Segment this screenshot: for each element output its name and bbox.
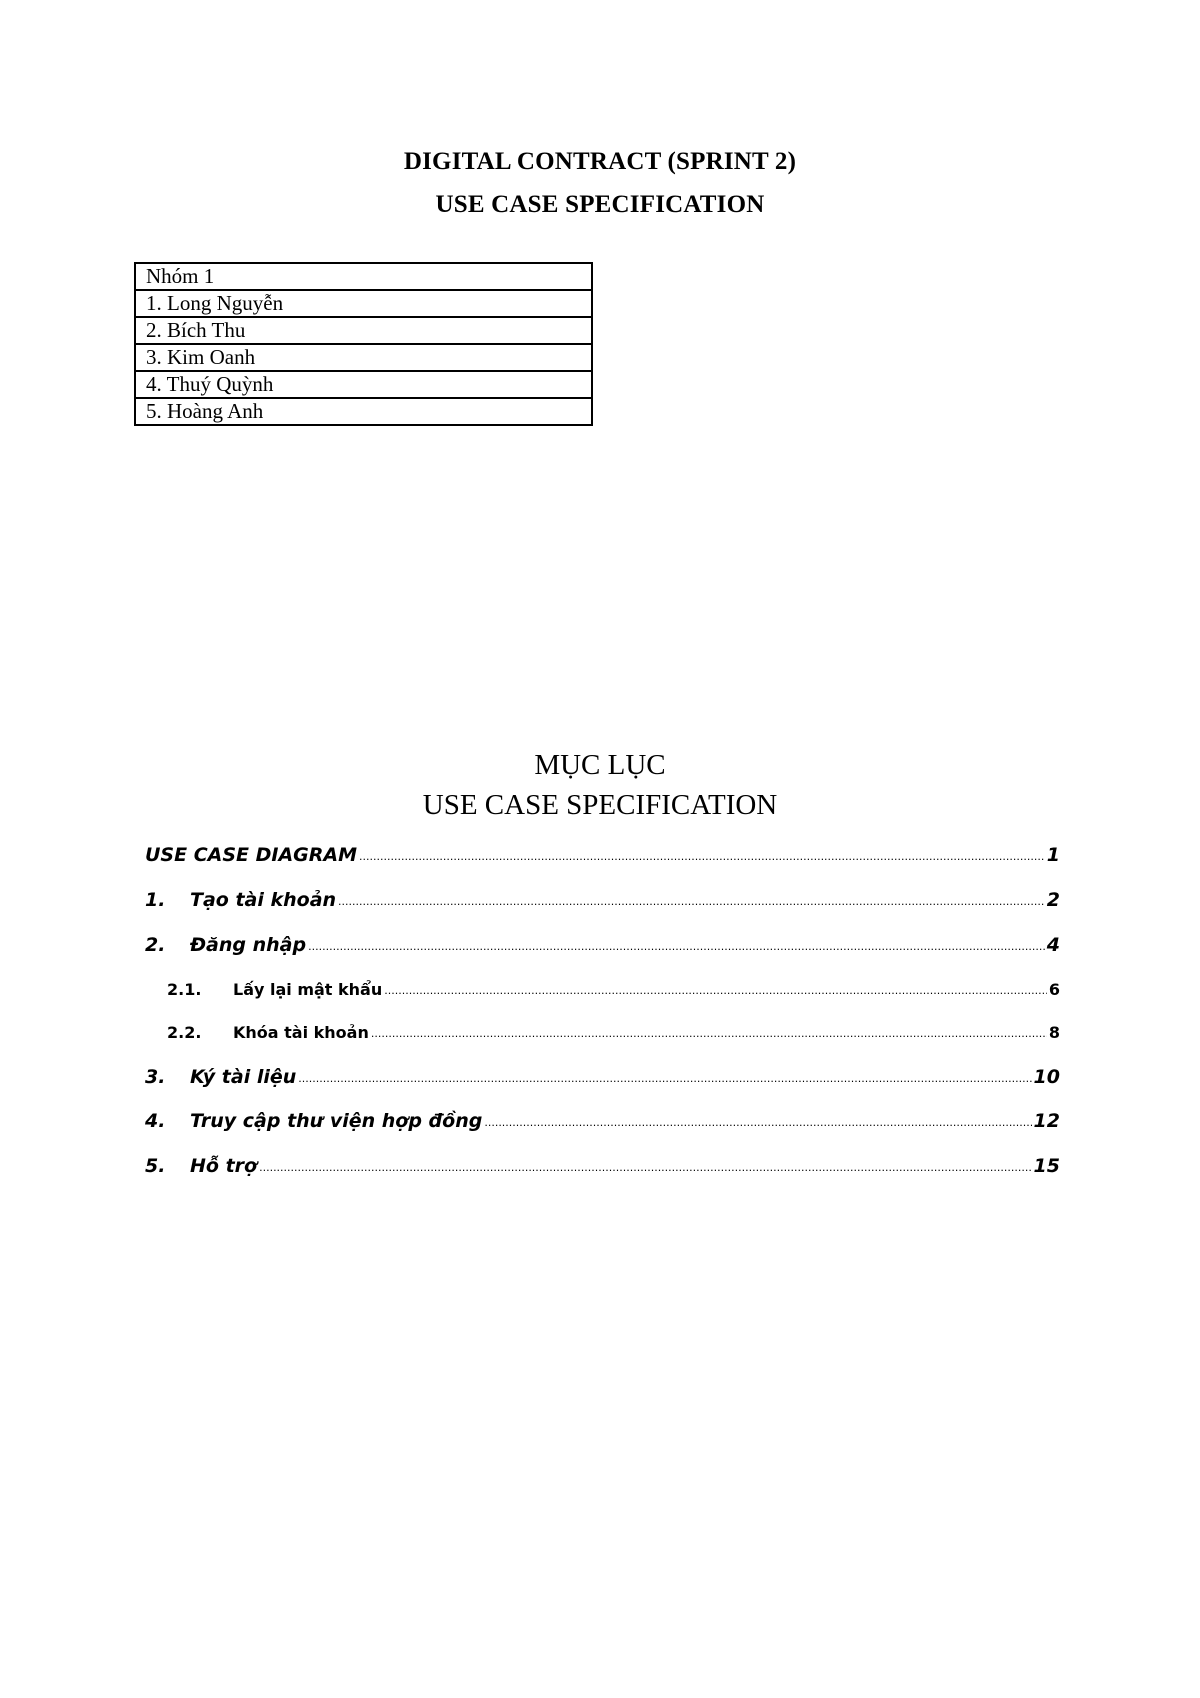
toc-entry-title: USE CASE DIAGRAM xyxy=(145,844,358,866)
toc-entry-number: 5. xyxy=(145,1155,166,1177)
toc-entry-lay-lai-mat-khau[interactable] xyxy=(167,979,1060,999)
document-subtitle: USE CASE SPECIFICATION xyxy=(435,191,765,218)
toc-leader-dots xyxy=(359,842,1045,861)
toc-entry-number: 1. xyxy=(145,889,166,911)
toc-entry-title: Tạo tài khoản xyxy=(190,889,337,911)
toc-entry-tao-tai-khoan[interactable] xyxy=(145,887,1060,911)
toc-entry-title: Ký tài liệu xyxy=(190,1066,297,1088)
toc-entry-dang-nhap[interactable] xyxy=(145,932,1060,956)
member-cell: 5. Hoàng Anh xyxy=(135,398,592,425)
toc-entry-ho-tro[interactable] xyxy=(145,1153,1060,1177)
toc-entry-title: Truy cập thư viện hợp đồng xyxy=(190,1110,483,1132)
toc-leader-dots xyxy=(308,932,1045,951)
toc-entry-number: 2.1. xyxy=(167,980,202,999)
table-row xyxy=(135,263,592,290)
toc-entry-use-case-diagram[interactable] xyxy=(145,842,1060,866)
toc-entry-page: 2 xyxy=(1046,889,1060,911)
toc-entry-page: 10 xyxy=(1033,1066,1060,1088)
team-members-table xyxy=(134,262,593,426)
toc-entry-page: 6 xyxy=(1048,980,1060,999)
member-cell: 2. Bích Thu xyxy=(135,317,592,344)
table-row xyxy=(135,344,592,371)
toc-entry-number: 2.2. xyxy=(167,1023,202,1042)
toc-subheading: USE CASE SPECIFICATION xyxy=(422,789,778,821)
table-row xyxy=(135,290,592,317)
toc-entry-ky-tai-lieu[interactable] xyxy=(145,1064,1060,1088)
team-name-cell: Nhóm 1 xyxy=(135,263,592,290)
toc-leader-dots xyxy=(338,887,1045,906)
member-cell: 1. Long Nguyễn xyxy=(135,290,592,317)
toc-entry-truy-cap-thu-vien[interactable] xyxy=(145,1108,1060,1132)
table-row xyxy=(135,371,592,398)
toc-entry-title: Đăng nhập xyxy=(190,934,307,956)
toc-leader-dots xyxy=(259,1153,1031,1172)
member-cell: 3. Kim Oanh xyxy=(135,344,592,371)
toc-entry-number: 2. xyxy=(145,934,166,956)
toc-leader-dots xyxy=(298,1064,1031,1083)
toc-entry-title: Khóa tài khoản xyxy=(233,1023,369,1042)
toc-leader-dots xyxy=(484,1108,1031,1127)
toc-entry-page: 8 xyxy=(1048,1023,1060,1042)
document-title: DIGITAL CONTRACT (SPRINT 2) xyxy=(403,148,797,175)
toc-entry-page: 15 xyxy=(1033,1155,1060,1177)
table-row xyxy=(135,398,592,425)
toc-heading: MỤC LỤC xyxy=(534,749,666,781)
toc-entry-number: 3. xyxy=(145,1066,166,1088)
table-row xyxy=(135,317,592,344)
toc-entry-title: Lấy lại mật khẩu xyxy=(233,980,383,999)
member-cell: 4. Thuý Quỳnh xyxy=(135,371,592,398)
toc-entry-page: 1 xyxy=(1046,844,1060,866)
toc-entry-number: 4. xyxy=(145,1110,166,1132)
toc-entry-khoa-tai-khoan[interactable] xyxy=(167,1022,1060,1042)
toc-leader-dots xyxy=(371,1022,1047,1038)
toc-entry-page: 4 xyxy=(1046,934,1060,956)
toc-entry-title: Hỗ trợ xyxy=(190,1155,258,1177)
toc-entry-page: 12 xyxy=(1033,1110,1060,1132)
toc-leader-dots xyxy=(384,979,1047,995)
